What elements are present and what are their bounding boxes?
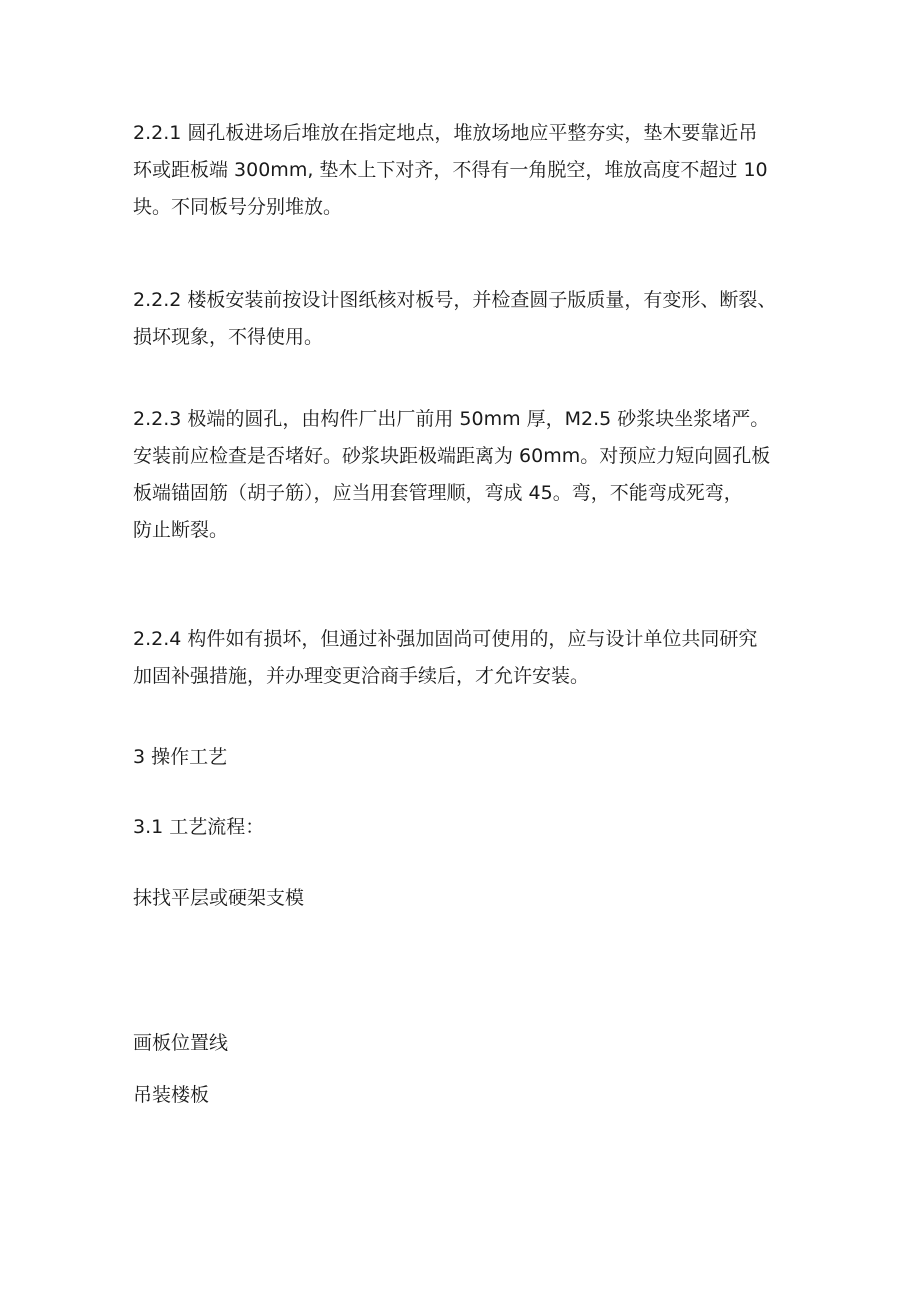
paragraph-line: 块。不同板号分别堆放。: [133, 196, 343, 218]
flow-step-3: [133, 1077, 813, 1114]
heading-text: 3 操作工艺: [133, 746, 228, 768]
flow-step-text: 抹找平层或硬架支模: [133, 887, 305, 909]
paragraph-line: 环或距板端 300mm, 垫木上下对齐，不得有一角脱空，堆放高度不超过 10: [133, 159, 768, 181]
paragraph-line: 2.2.1 圆孔板进场后堆放在指定地点，堆放场地应平整夯实，垫木要靠近吊: [133, 122, 758, 144]
paragraph-2-2-4: [133, 621, 813, 695]
paragraph-line: 安装前应检查是否堵好。砂浆块距极端距离为 60mm。对预应力短向圆孔板: [133, 445, 771, 467]
paragraph-line: 2.2.4 构件如有损坏，但通过补强加固尚可使用的，应与设计单位共同研究: [133, 628, 758, 650]
section-3-1-heading: [133, 809, 813, 846]
paragraph-line: 防止断裂。: [133, 519, 229, 541]
section-3-heading: [133, 739, 813, 776]
paragraph-2-2-3: [133, 401, 813, 549]
paragraph-line: 2.2.3 极端的圆孔，由构件厂出厂前用 50mm 厚，M2.5 砂浆块坐浆堵严。: [133, 408, 770, 430]
flow-step-2: [133, 1025, 813, 1062]
paragraph-2-2-1: [133, 115, 813, 226]
heading-text: 3.1 工艺流程：: [133, 816, 265, 838]
paragraph-2-2-2: [133, 282, 813, 356]
paragraph-line: 板端锚固筋（胡子筋），应当用套管理顺，弯成 45。弯，不能弯成死弯，: [133, 482, 743, 504]
paragraph-line: 加固补强措施，并办理变更洽商手续后，才允许安装。: [133, 665, 590, 687]
paragraph-line: 损坏现象，不得使用。: [133, 326, 324, 348]
flow-step-text: 画板位置线: [133, 1032, 229, 1054]
paragraph-line: 2.2.2 楼板安装前按设计图纸核对板号，并检查圆子版质量，有变形、断裂、: [133, 289, 777, 311]
flow-step-text: 吊装楼板: [133, 1084, 210, 1106]
flow-step-1: [133, 880, 813, 917]
